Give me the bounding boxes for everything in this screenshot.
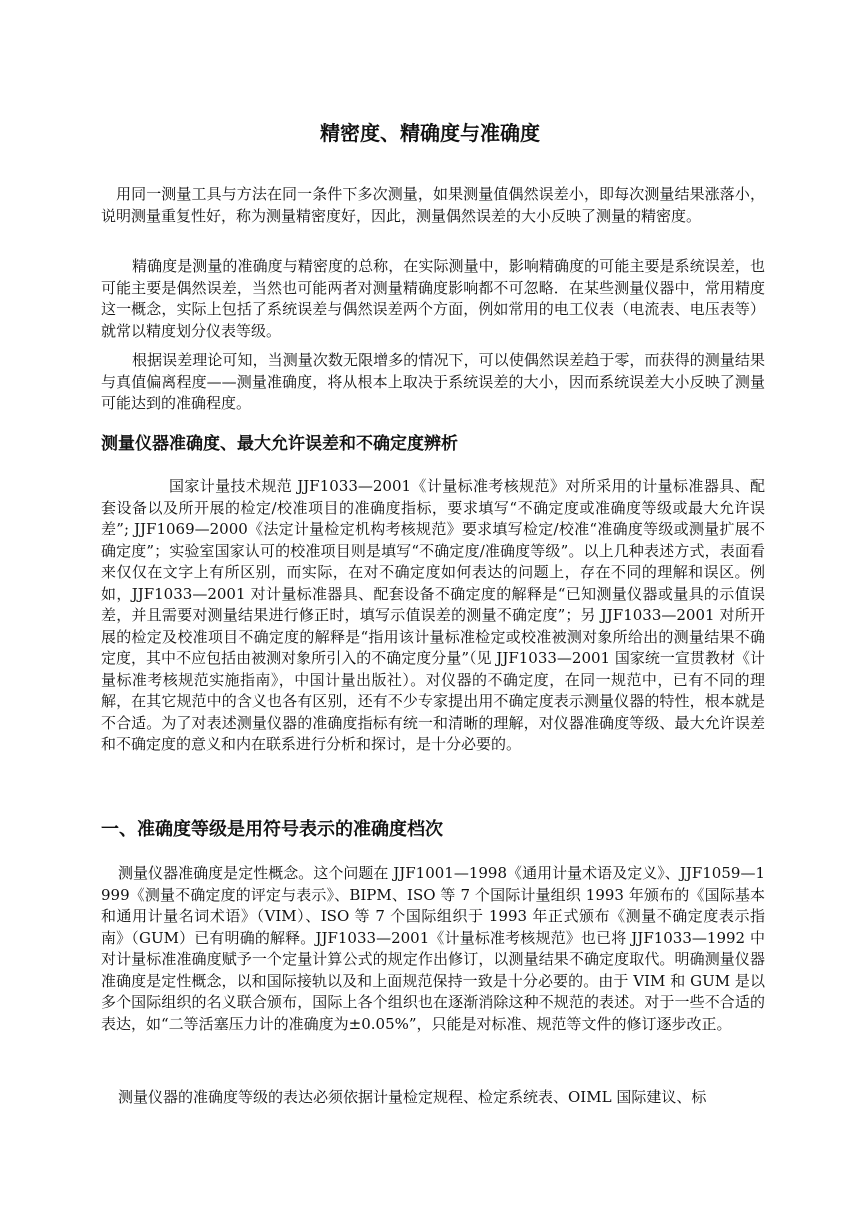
section-heading-accuracy-uncertainty: 测量仪器准确度、最大允许误差和不确定度辨析 <box>101 434 458 454</box>
intro-paragraph-3: 根据误差理论可知，当测量次数无限增多的情况下，可以使偶然误差趋于零，而获得的测量结果与真值偏离程度——测量准确度，将从根本上取决于系统误差的大小，因而系统误差大小反映了测量可能达到的准确程度。 <box>101 351 765 412</box>
intro-paragraph-2: 精确度是测量的准确度与精密度的总称，在实际测量中，影响精确度的可能主要是系统误差，也可能主要是偶然误差，当然也可能两者对测量精确度影响都不可忽略．在某些测量仪器中，常用精度这一概念，实际上包括了系统误差与偶然误差两个方面，例如常用的电工仪表（电流表、电压表等）就常以精度划分仪表等级。 <box>101 257 765 340</box>
section2-paragraph-1: 测量仪器准确度是定性概念。这个问题在 JJF1001—1998《通用计量术语及定义》、JJF1059—1999《测量不确定度的评定与表示》、BIPM、ISO 等 7 个国际计量组织 1993 年颁布的《国际基本和通用计量名词术语》（VIM）、ISO 等 7 个国际组织于 1993 年正式颁布《测量不确定度表示指南》（GUM）已有明确的解释。JJF1033—2001《计量标准考核规范》也已将 JJF1033—1992 中对计量标准准确度赋予一个定量计算公式的规定作出修订，以测量结果不确定度取代。明确测量仪器准确度是定性概念，以和国际接轨以及和上面规范保持一致是十分必要的。由于 VIM 和 GUM 是以多个国际组织的名义联合颁布，国际上各个组织也在逐渐消除这种不规范的表述。对于一些不合适的表达，如“二等活塞压力计的准确度为±0.05%”，只能是对标准、规范等文件的修订逐步改正。 <box>101 864 765 1033</box>
intro-paragraph-1: 用同一测量工具与方法在同一条件下多次测量，如果测量值偶然误差小，即每次测量结果涨落小，说明测量重复性好，称为测量精密度好，因此，测量偶然误差的大小反映了测量的精密度。 <box>101 185 765 225</box>
document-title: 精密度、精确度与准确度 <box>320 121 540 145</box>
section-heading-accuracy-class: 一、准确度等级是用符号表示的准确度档次 <box>101 819 443 840</box>
section1-paragraph: 国家计量技术规范 JJF1033—2001《计量标准考核规范》对所采用的计量标准器具、配套设备以及所开展的检定/校准项目的准确度指标，要求填写“不确定度或准确度等级或最大允许误差”; JJF1069—2000《法定计量检定机构考核规范》要求填写检定/校准“准确度等级或测量扩展不确定度”；实验室国家认可的校准项目则是填写“不确定度/准确度等级”。以上几种表述方式，表面看来仅仅在文字上有所区别，而实际，在对不确定度如何表达的问题上，存在不同的理解和误区。例如，JJF1033—2001 对计量标准器具、配套设备不确定度的解释是“已知测量仪器或量具的示值误差，并且需要对测量结果进行修正时，填写示值误差的测量不确定度”；另 JJF1033—2001 对所开展的检定及校准项目不确定度的解释是“指用该计量标准检定或校准被测对象所给出的测量结果不确定度，其中不应包括由被测对象所引入的不确定度分量”（见 JJF1033—2001 国家统一宣贯教材《计量标准考核规范实施指南》，中国计量出版社）。对仪器的不确定度，在同一规范中，已有不同的理解，在其它规范中的含义也各有区别，还有不少专家提出用不确定度表示测量仪器的特性，根本就是不合适。为了对表述测量仪器的准确度指标有统一和清晰的理解，对仪器准确度等级、最大允许误差和不确定度的意义和内在联系进行分析和探讨，是十分必要的。 <box>101 477 765 753</box>
section2-paragraph-2: 测量仪器的准确度等级的表达必须依据计量检定规程、检定系统表、OIML 国际建议、标 <box>118 1088 707 1106</box>
